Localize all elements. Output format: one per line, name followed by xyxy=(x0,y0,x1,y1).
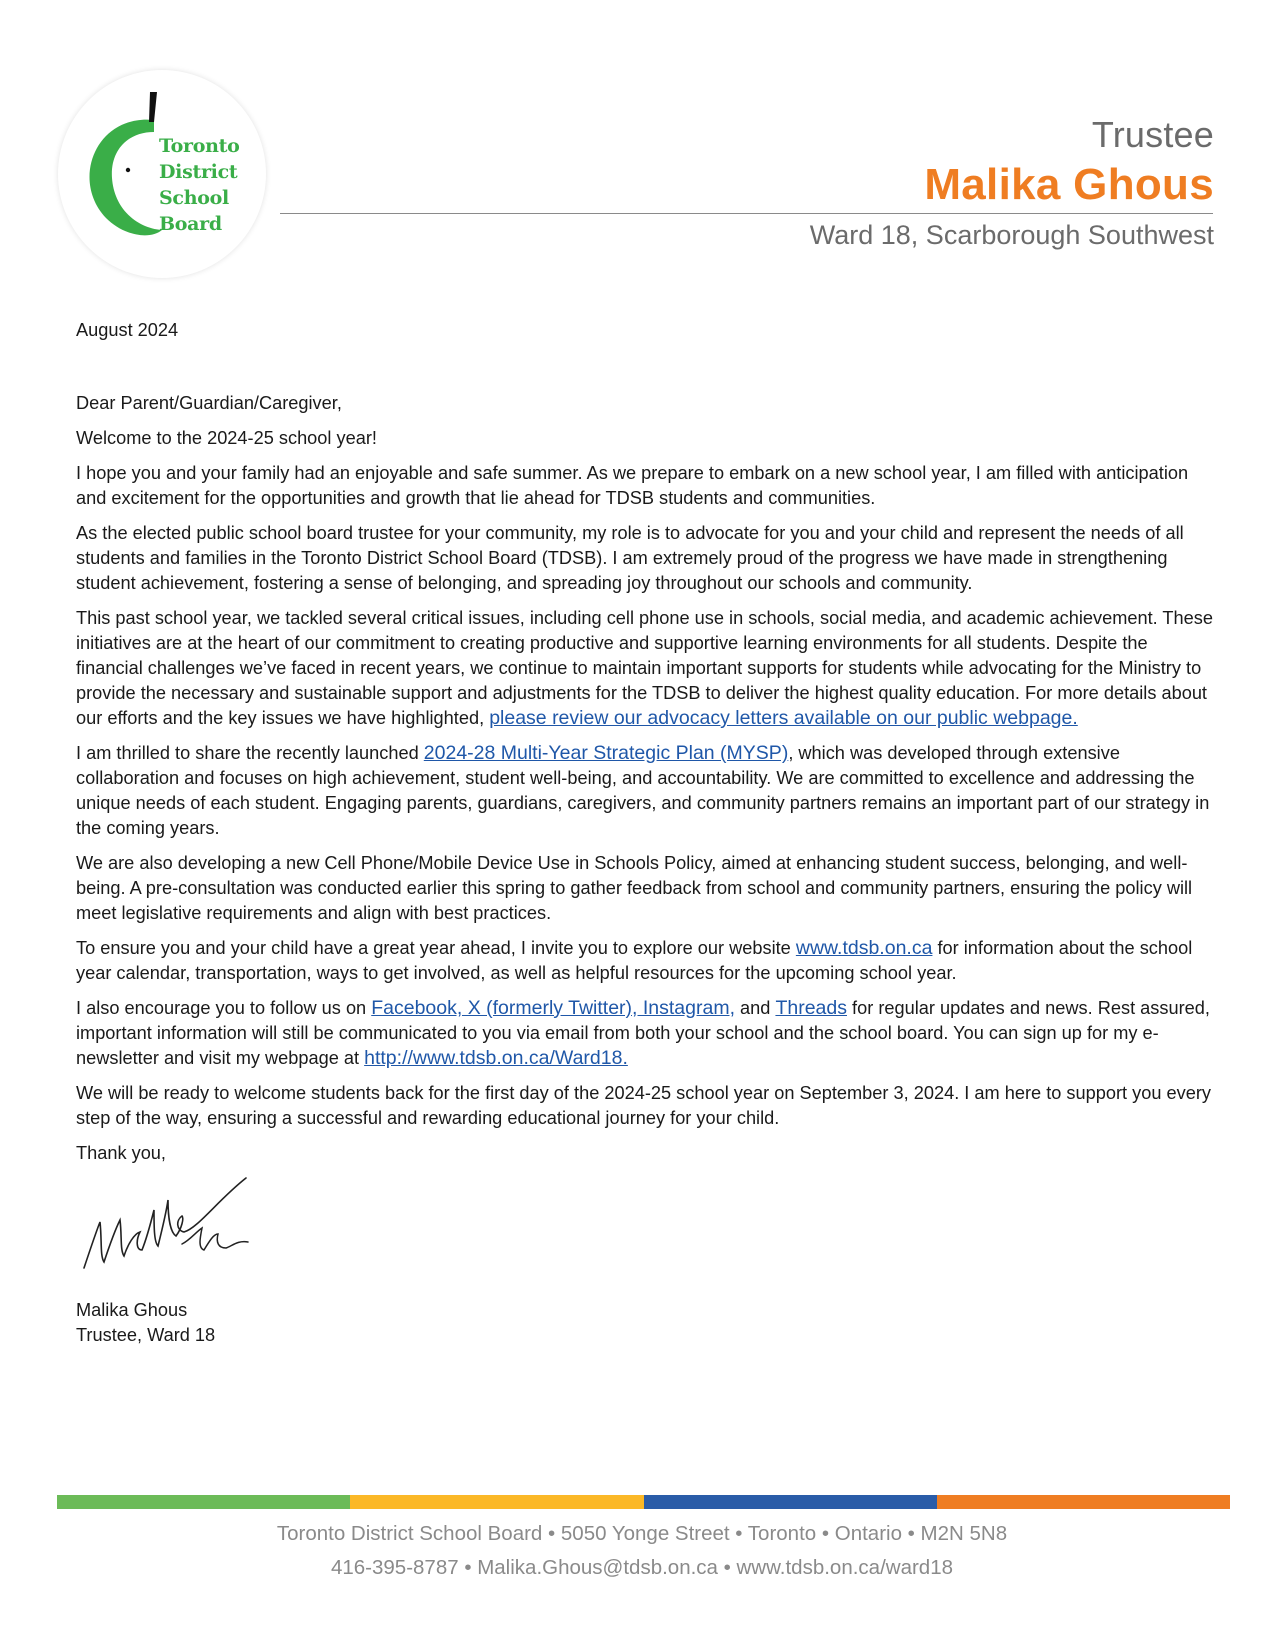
threads-link[interactable]: Threads xyxy=(775,997,847,1019)
logo-line: Board xyxy=(159,213,222,235)
header-divider xyxy=(280,213,1213,214)
paragraph-text: for regular updates and news. Rest assured, important information will still be communicated to you via email from both your school and the school board. You can sign up for my e-newsletter and visit my webpage at xyxy=(76,998,1210,1068)
color-bar-yellow xyxy=(350,1495,643,1509)
color-bar-green xyxy=(57,1495,350,1509)
paragraph-3 xyxy=(76,606,1216,731)
paragraph-5: We are also developing a new Cell Phone/Mobile Device Use in Schools Policy, aimed at enhancing student success, belonging, and well-being. A pre-consultation was conducted earlier this spring to gather feedback from school and community partners, ensuring the policy will meet legislative requirements and align with best practices. xyxy=(76,853,1193,923)
logo-wordmark xyxy=(159,133,239,237)
signature-image xyxy=(78,1170,278,1280)
paragraph-2: As the elected public school board trustee for your community, my role is to advocate for you and your child and represent the needs of all students and families in the Toronto District School Board (TDSB). I am extremely proud of the progress we have made in strengthening student achievement, fostering a sense of belonging, and spreading joy throughout our schools and community. xyxy=(76,523,1184,593)
paragraph-8: We will be ready to welcome students back for the first day of the 2024-25 school year on September 3, 2024. I am here to support you every step of the way, ensuring a successful and rewarding educational journey for your child. xyxy=(76,1083,1211,1128)
paragraph-text: and xyxy=(734,998,776,1018)
footer-color-bar xyxy=(57,1495,1230,1509)
paragraph-text: I am thrilled to share the recently launched xyxy=(76,743,424,763)
paragraph-6 xyxy=(76,936,1216,986)
color-bar-orange xyxy=(937,1495,1230,1509)
tdsb-website-link[interactable]: www.tdsb.on.ca xyxy=(795,937,933,959)
trustee-name: Malika Ghous xyxy=(924,160,1214,209)
paragraph-4 xyxy=(76,741,1216,841)
paragraph-text: , which was developed through extensive collaboration and focuses on high achievement, student well-being, and accountability. We are committed to excellence and addressing the unique needs of each student. Engaging parents, guardians, caregivers, and community partners remains an important part of our strategy in the coming years. xyxy=(76,743,1210,838)
paragraph-text: To ensure you and your child have a great year ahead, I invite you to explore our website xyxy=(76,938,796,958)
logo-line: District xyxy=(159,161,238,183)
advocacy-letters-link[interactable]: please review our advocacy letters available on our public webpage. xyxy=(489,707,1078,729)
welcome-line: Welcome to the 2024-25 school year! xyxy=(76,428,377,448)
footer-contact: 416-395-8787 • Malika.Ghous@tdsb.on.ca • www.tdsb.on.ca/ward18 xyxy=(330,1556,954,1579)
ward-subtitle: Ward 18, Scarborough Southwest xyxy=(809,220,1214,250)
logo-line: School xyxy=(159,187,229,209)
paragraph-text: This past school year, we tackled several critical issues, including cell phone use in schools, social media, and academic achievement. These initiatives are at the heart of our commitment to creating productive and supportive learning environments for all students. Despite the financial challenges we’ve faced in recent years, we continue to maintain important supports for students while advocating for the Ministry to provide the necessary and sustainable support and adjustments for the TDSB to deliver the highest quality education. For more details about our efforts and the key issues we have highlighted, xyxy=(76,608,1213,728)
strategic-plan-link[interactable]: 2024-28 Multi-Year Strategic Plan (MYSP) xyxy=(423,742,789,764)
letter-date: August 2024 xyxy=(76,320,179,340)
social-media-link[interactable]: Facebook, X (formerly Twitter), Instagram, xyxy=(371,997,735,1019)
salutation: Dear Parent/Guardian/Caregiver, xyxy=(76,393,342,413)
signer-name: Malika Ghous xyxy=(76,1300,188,1320)
letter-body xyxy=(76,318,1216,1348)
paragraph-7 xyxy=(76,996,1216,1071)
paragraph-text: for information about the school year calendar, transportation, ways to get involved, as well as helpful resources for the upcoming school year. xyxy=(76,938,1193,983)
footer-address: Toronto District School Board • 5050 Yonge Street • Toronto • Ontario • M2N 5N8 xyxy=(276,1522,1008,1545)
paragraph-1: I hope you and your family had an enjoyable and safe summer. As we prepare to embark on a new school year, I am filled with anticipation and excitement for the opportunities and growth that lie ahead for TDSB students and communities. xyxy=(76,463,1189,508)
signature-block xyxy=(76,1298,1216,1348)
signer-title: Trustee, Ward 18 xyxy=(76,1325,216,1345)
closing: Thank you, xyxy=(76,1143,166,1163)
tdsb-logo xyxy=(58,70,266,278)
paragraph-text: I also encourage you to follow us on xyxy=(76,998,372,1018)
ward18-webpage-link[interactable]: http://www.tdsb.on.ca/Ward18. xyxy=(364,1047,628,1069)
color-bar-blue xyxy=(644,1495,937,1509)
logo-line: Toronto xyxy=(159,135,240,157)
trustee-title: Trustee xyxy=(1091,114,1214,155)
